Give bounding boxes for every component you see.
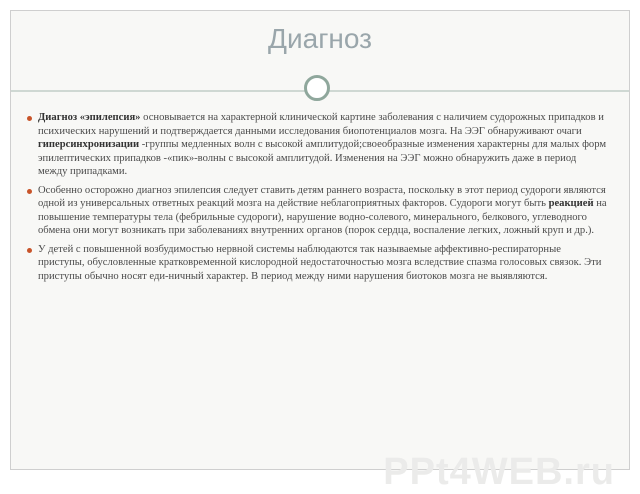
paragraph-text: -группы медленных волн с высокой амплитудой;своеобразные изменения характерны для малых форм эпилептических припадков -«пик»-волны с высокой амплитудой. Изменения на ЭЭГ можно обнаружить даже в период между припадками. <box>38 139 607 177</box>
slide-title: Диагноз <box>268 23 372 54</box>
slide-frame <box>10 10 630 493</box>
paragraph-text: на повышение температуры тела (фебрильные судороги), нарушение водно-солевого, минерального, белкового, углеводного обмена они могут возникать при заболеваниях внутренних органов (порок сердца, воспаление легких, ложный круп и др.). <box>38 198 607 236</box>
bullet-icon <box>27 189 32 194</box>
term-reaction: реакцией <box>548 198 594 209</box>
term-hypersynchronization: гиперсинхронизации <box>38 139 140 150</box>
slide-content <box>27 111 607 288</box>
bullet-paragraph-diagnosis <box>27 111 607 179</box>
paragraph-text: У детей с повышенной возбудимостью нервной системы наблюдаются так называемые аффективно-респираторные приступы, обусловленные кратковременной кислородной недостаточностью мозга вследствие спазма голосовых связок. Эти приступы обычно носят еди-ничный характер. В период между ними нарушения биотоков мозга не выявляются. <box>38 243 602 282</box>
paragraph-text: основывается на характерной клинической картине заболевания с наличием судорожных припадков и психических нарушений и подтверждается данными исследования биопотенциалов мозга. На ЭЭГ обнаруживают очаги <box>38 112 604 137</box>
paragraph-text: Особенно осторожно диагноз эпилепсия следует ставить детям раннего возраста, поскольку в этот период судороги являются одной из универсальных ответных реакций мозга на действие неблагоприятных факторов. Судороги могут быть <box>38 184 606 209</box>
bullet-paragraph-children <box>27 184 607 238</box>
bullet-icon <box>27 248 32 253</box>
term-epilepsy-diagnosis: Диагноз «эпилепсия» <box>38 112 141 123</box>
bullet-paragraph-affective <box>27 243 607 284</box>
bullet-icon <box>27 116 32 121</box>
ring-ornament-icon <box>304 75 330 101</box>
slide-header <box>11 11 629 91</box>
watermark-logo: PPt4WEB.ru <box>383 451 615 493</box>
